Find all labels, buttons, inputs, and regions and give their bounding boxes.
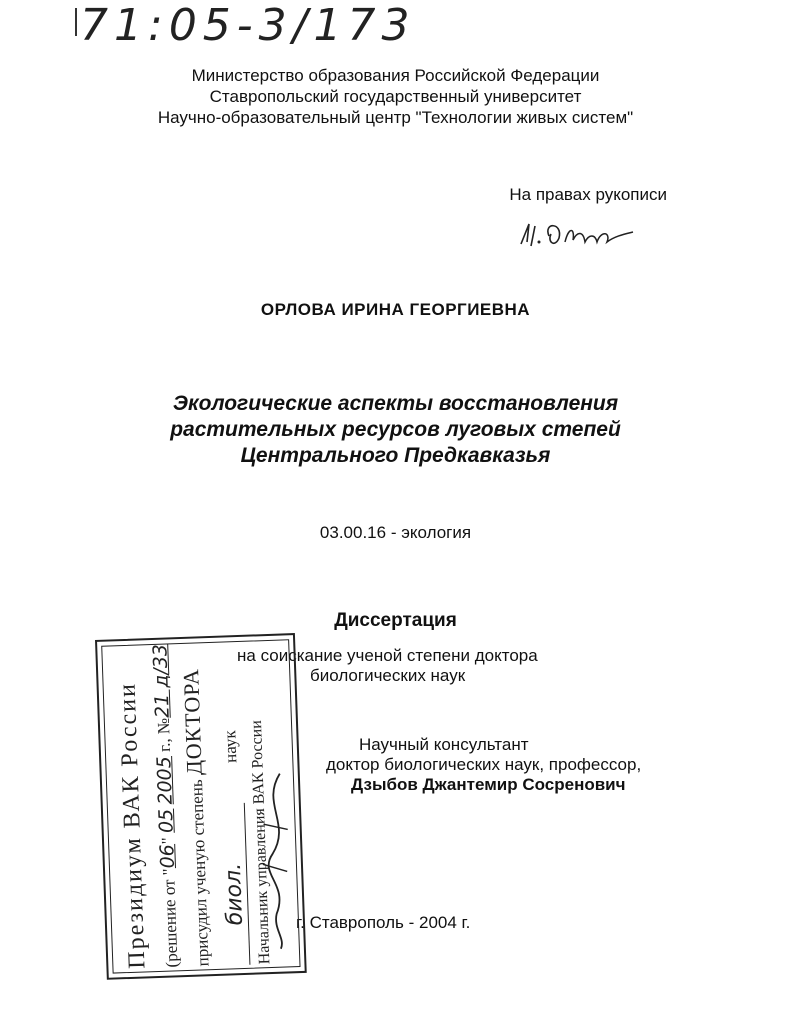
ministry-line: Министерство образования Российской Федерации xyxy=(191,66,600,85)
degree-line-2: биологических наук xyxy=(310,666,466,685)
dissertation-title-line-2: растительных ресурсов луговых степей xyxy=(170,418,621,441)
stamp-signature xyxy=(249,763,301,954)
stamp-decision-number: 21 д/33 xyxy=(149,643,174,719)
signature xyxy=(515,214,645,254)
center-line: Научно-образовательный центр "Технологии живых систем" xyxy=(157,108,634,127)
stamp-field-suffix: наук xyxy=(220,730,241,764)
doc-type: Диссертация xyxy=(334,610,457,631)
stamp-awarded-prefix: присудил ученую степень xyxy=(186,779,213,967)
archive-code-margin-mark xyxy=(75,8,77,36)
dissertation-title-line-3: Центрального Предкавказья xyxy=(240,444,551,467)
archive-code: 71:05-3/173 xyxy=(80,0,416,51)
specialty: 03.00.16 - экология xyxy=(319,523,472,542)
stamp-decision-prefix: (решение от " xyxy=(159,868,182,968)
consultant-title: доктор биологических наук, профессор, xyxy=(326,755,642,774)
dissertation-title-line-1: Экологические аспекты восстановления xyxy=(172,392,619,415)
author-name: ОРЛОВА ИРИНА ГЕОРГИЕВНА xyxy=(260,300,531,319)
stamp-decision-suffix: г., № xyxy=(153,717,175,757)
consultant-label: Научный консультант xyxy=(359,735,529,754)
stamp-decision-month: 05 xyxy=(154,808,178,834)
stamp-decision-year: 2005 xyxy=(153,755,177,805)
vak-stamp xyxy=(95,633,307,980)
stamp-decision-day: 06 xyxy=(156,843,180,869)
stamp-head-label: Начальник управления ВАК России xyxy=(247,719,274,965)
stamp-decision-mid: " xyxy=(157,832,178,845)
stamp-title: Президиум ВАК России xyxy=(114,681,151,970)
manuscript-note: На правах рукописи xyxy=(509,185,667,204)
degree-line-1: на соискание ученой степени доктора xyxy=(237,646,538,665)
university-line: Ставропольский государственный университет xyxy=(209,87,582,106)
place-year: г. Ставрополь - 2004 г. xyxy=(296,913,471,932)
stamp-field-handwritten: биол. xyxy=(219,802,251,965)
stamp-awarded-degree: ДОКТОРА xyxy=(178,667,207,776)
consultant-name: Дзыбов Джантемир Сосренович xyxy=(351,775,626,794)
